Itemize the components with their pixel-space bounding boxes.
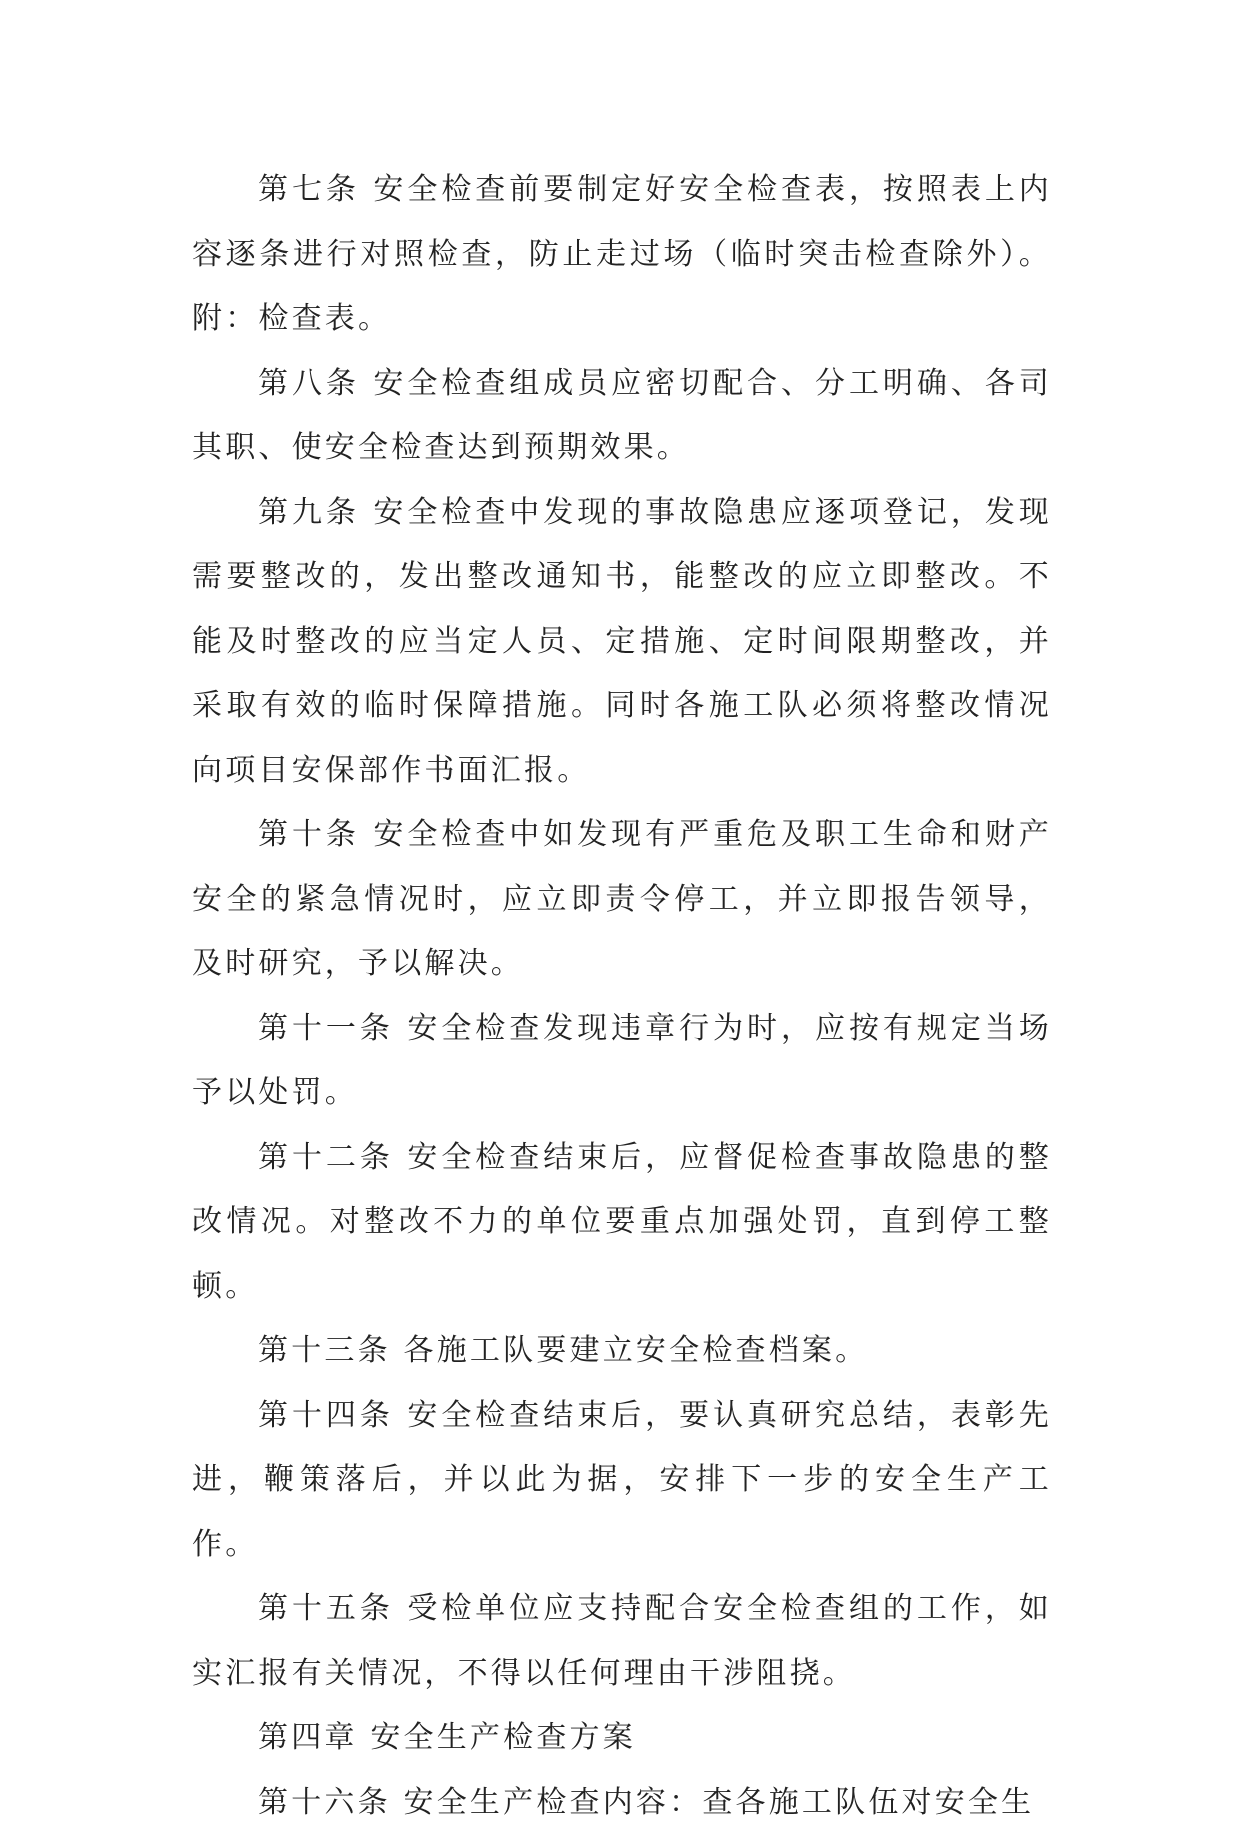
article-8-paragraph: 第八条 安全检查组成员应密切配合、分工明确、各司其职、使安全检查达到预期效果。 bbox=[192, 352, 1052, 481]
article-11-paragraph: 第十一条 安全检查发现违章行为时，应按有规定当场予以处罚。 bbox=[192, 997, 1052, 1126]
article-7-paragraph: 第七条 安全检查前要制定好安全检查表，按照表上内容逐条进行对照检查，防止走过场（临时突击检查除外）。附：检查表。 bbox=[192, 158, 1052, 352]
article-15-paragraph: 第十五条 受检单位应支持配合安全检查组的工作，如实汇报有关情况，不得以任何理由干涉阻挠。 bbox=[192, 1577, 1052, 1706]
document-body bbox=[192, 158, 1052, 1835]
article-10-paragraph: 第十条 安全检查中如发现有严重危及职工生命和财产安全的紧急情况时，应立即责令停工，并立即报告领导，及时研究，予以解决。 bbox=[192, 803, 1052, 997]
article-12-paragraph: 第十二条 安全检查结束后，应督促检查事故隐患的整改情况。对整改不力的单位要重点加强处罚，直到停工整顿。 bbox=[192, 1126, 1052, 1320]
article-16-paragraph: 第十六条 安全生产检查内容：查各施工队伍对安全生 bbox=[192, 1771, 1052, 1835]
article-9-paragraph: 第九条 安全检查中发现的事故隐患应逐项登记，发现需要整改的，发出整改通知书，能整改的应立即整改。不能及时整改的应当定人员、定措施、定时间限期整改，并采取有效的临时保障措施。同时各施工队必须将整改情况向项目安保部作书面汇报。 bbox=[192, 481, 1052, 804]
chapter-4-heading: 第四章 安全生产检查方案 bbox=[192, 1706, 1052, 1771]
article-13-paragraph: 第十三条 各施工队要建立安全检查档案。 bbox=[192, 1319, 1052, 1384]
article-14-paragraph: 第十四条 安全检查结束后，要认真研究总结，表彰先进，鞭策落后，并以此为据，安排下一步的安全生产工作。 bbox=[192, 1384, 1052, 1578]
